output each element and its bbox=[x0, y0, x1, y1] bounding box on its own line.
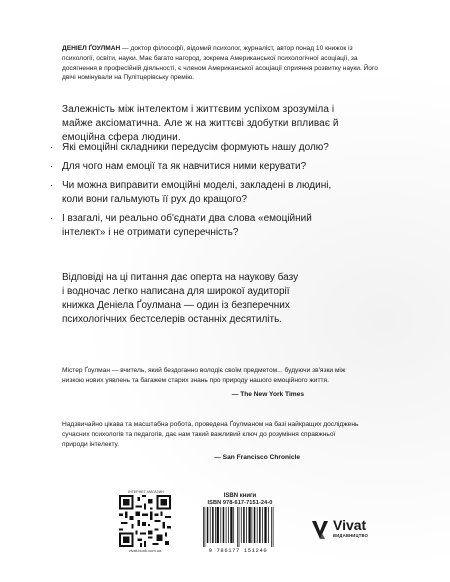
bullet-icon: · bbox=[50, 161, 54, 172]
review-text: Містер Ґоулман — вчитель, який бездоганно володіє своїм предметом... будуючи зв'язки між низкою нових уявлень та багажем старих знань про природу нашого емоційного життя. bbox=[62, 367, 346, 384]
author-bio-text: — доктор філософії, відомий психолог, журналіст, автор понад 10 книжок із психології, освіти, науки. Має багато нагород, зокрема Американської психологічної асоціації, за досягнення в професійній діяльності, є членом Американської асоціації сприяння розвитку науки. Його двічі номінували на Пулітцерівську премію. bbox=[62, 45, 378, 82]
author-bio bbox=[62, 44, 382, 83]
list-item bbox=[48, 141, 348, 155]
review-source: — San Francisco Chronicle bbox=[214, 454, 300, 462]
author-name: ДЕНІЕЛ ҐОУЛМАН bbox=[62, 45, 121, 52]
review-source: — The New York Times bbox=[231, 390, 304, 398]
question-text: Для чого нам емоції та як навчитися ними керувати? bbox=[62, 161, 307, 172]
review-text: Надзвичайно цікава та масштабна робота, проведена Ґоулманом на базі найкращих досліджень сучасних психологів та педагогів, дає нам такий важливий ключ до розуміння справжньої природи інтелекту. bbox=[62, 421, 359, 448]
question-text: І взагалі, чи реально об'єднати два слова «емоційний інтелект» і не отримати суперечність? bbox=[62, 213, 312, 238]
isbn-number: ISBN 978-617-7151-24-0 bbox=[207, 500, 273, 506]
barcode-icon bbox=[203, 507, 275, 547]
qr-site: vivat-book.com.ua bbox=[128, 548, 162, 553]
answer-paragraph: Відповіді на ці питання дає оперта на наукову базу і водночас легко написана для широкої аудиторії книжка Деніела Ґоулмана — один із безперечних психологічних бестселерів останніх десятиліть. bbox=[62, 272, 299, 325]
bullet-icon: · bbox=[50, 213, 54, 224]
intro-paragraph: Залежність між інтелектом і життєвим успіхом зрозуміла і майже аксіоматична. Але ж на життєві здобутки впливає й емоційна сфера людини. bbox=[62, 104, 339, 143]
vivat-logo-icon bbox=[311, 519, 329, 541]
review-quote bbox=[62, 366, 362, 399]
qr-code-icon[interactable] bbox=[119, 495, 171, 547]
list-item bbox=[48, 179, 348, 207]
isbn-label: ISBN книги bbox=[223, 493, 257, 499]
bullet-icon: · bbox=[50, 180, 54, 191]
bullet-icon: · bbox=[50, 142, 54, 153]
question-text: Які емоційні складники передусім формують нашу долю? bbox=[62, 142, 329, 153]
review-quote bbox=[62, 420, 362, 463]
list-item bbox=[48, 160, 348, 174]
publisher-name: Vivat bbox=[333, 517, 367, 533]
question-list bbox=[48, 141, 348, 245]
barcode-digits: 9 786177 151240 bbox=[208, 547, 268, 554]
qr-caption: ІНТЕРНЕТ-МАГАЗИН bbox=[128, 490, 164, 494]
publisher-logo bbox=[311, 517, 391, 547]
publisher-subtitle: ВИДАВНИЦТВО bbox=[333, 533, 369, 538]
list-item bbox=[48, 212, 348, 240]
question-text: Чи можна виправити емоційні моделі, закладені в людині, коли вони гальмують її рух до кращого? bbox=[62, 180, 332, 205]
